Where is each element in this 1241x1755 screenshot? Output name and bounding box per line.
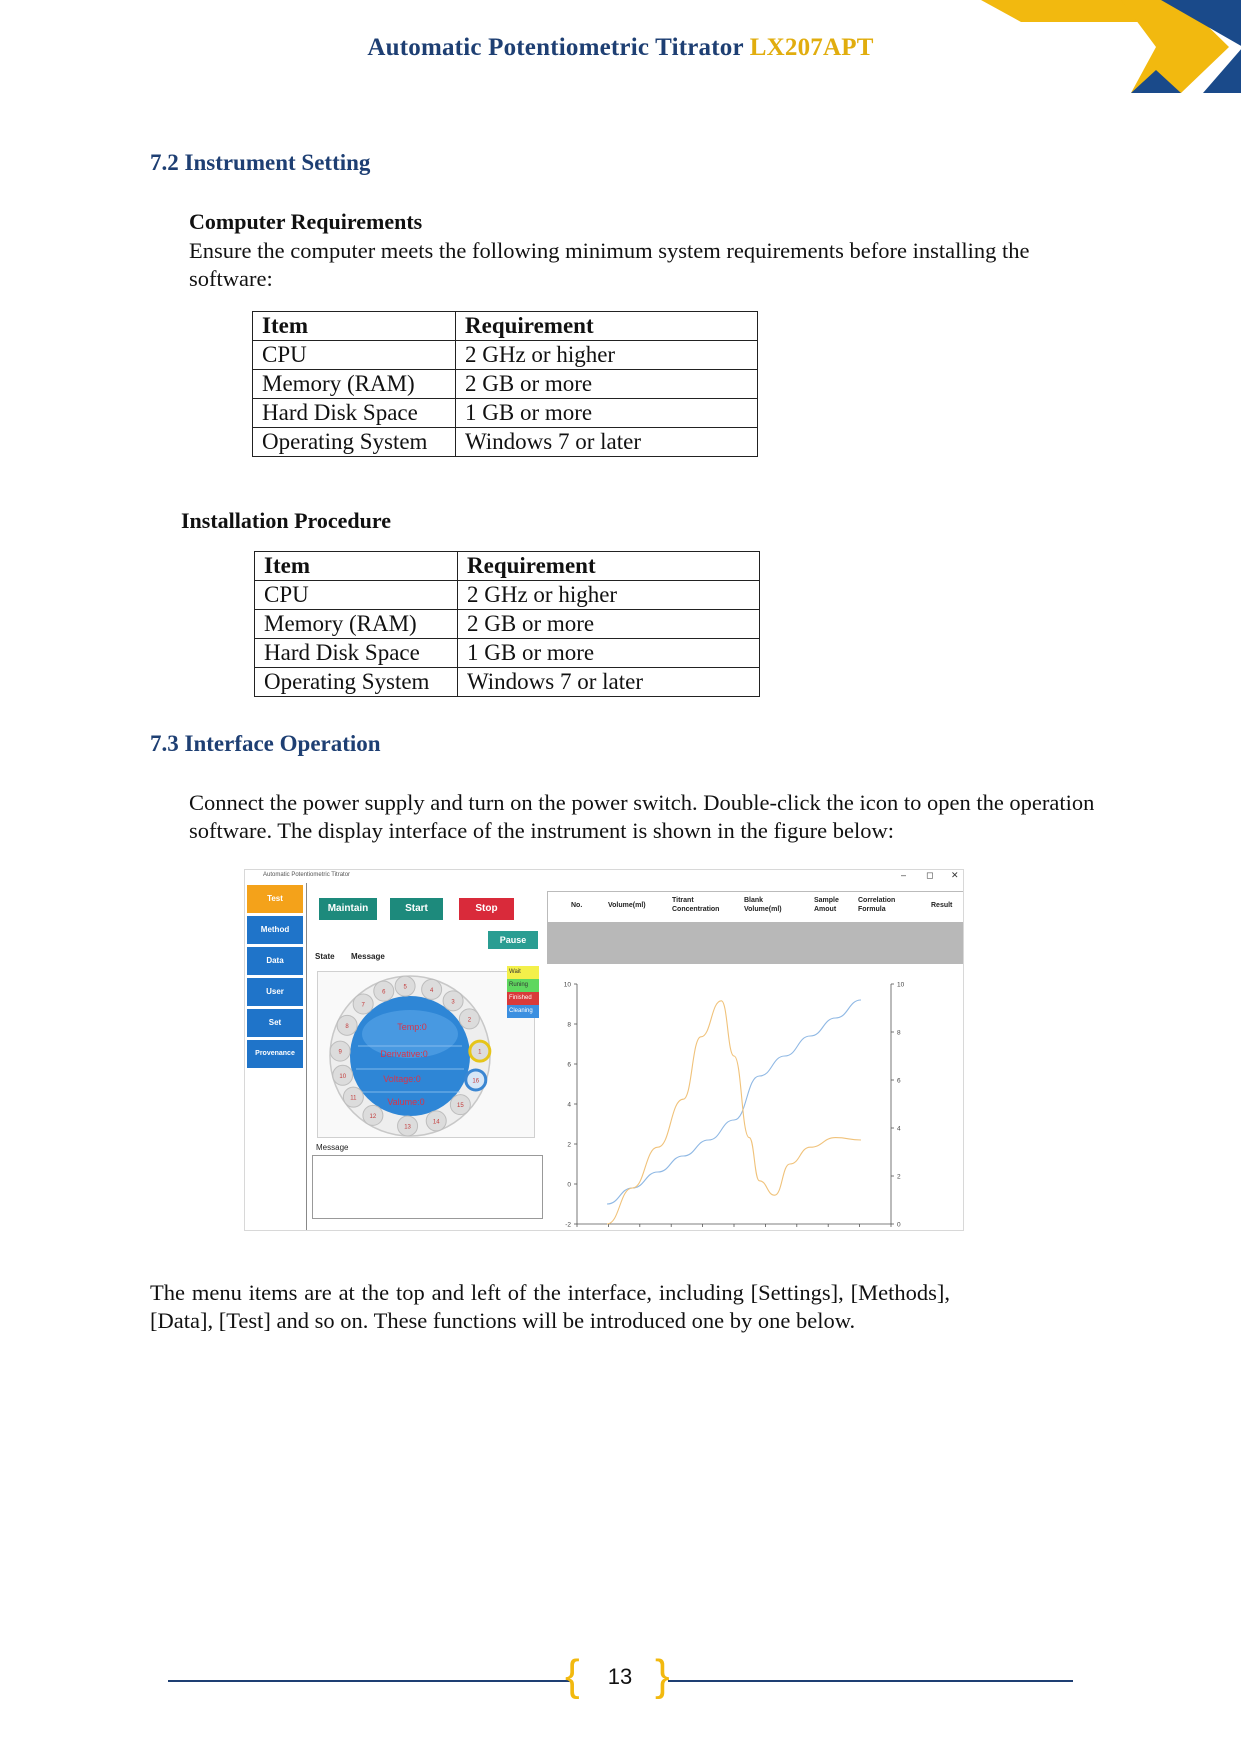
interface-intro-paragraph: Connect the power supply and turn on the power switch. Double-click the icon to open the operation software. The display interface of the instrument is shown in the figure below: <box>189 790 1095 843</box>
right-tick-label: 0 <box>897 1221 901 1229</box>
table-cell: 2 GB or more <box>456 370 758 399</box>
left-tick-label: 8 <box>567 1021 571 1029</box>
menu-item-data[interactable]: Data <box>247 947 303 975</box>
dial-derivative-readout: Derivative:0 <box>380 1049 428 1059</box>
carousel-dial <box>318 972 534 1137</box>
right-tick-label: 8 <box>897 1029 901 1037</box>
results-table-header <box>547 891 964 923</box>
carousel-position-label: 15 <box>457 1103 464 1110</box>
carousel-position-label: 11 <box>350 1095 357 1102</box>
left-tick-label: 2 <box>567 1141 571 1149</box>
right-tick-label: 4 <box>897 1125 901 1133</box>
table-header-row <box>253 312 758 341</box>
dial-voltage-readout: Voltage:0 <box>383 1074 421 1084</box>
table-cell: 2 GB or more <box>458 610 760 639</box>
table-cell: Memory (RAM) <box>253 370 456 399</box>
table-cell: Hard Disk Space <box>255 639 458 668</box>
left-tick-label: 0 <box>567 1181 571 1189</box>
col-titrant-concentration: Titrant Concentration <box>672 897 720 913</box>
section-heading-7-2: 7.2 Instrument Setting <box>150 150 371 175</box>
table-cell: Operating System <box>253 428 456 457</box>
table-cell: Memory (RAM) <box>255 610 458 639</box>
table-cell: 2 GHz or higher <box>458 581 760 610</box>
table-header-item: Item <box>255 552 458 581</box>
left-tick-label: 4 <box>567 1101 571 1109</box>
table-header-item: Item <box>253 312 456 341</box>
carousel-position-label: 16 <box>472 1078 480 1085</box>
series-line-1 <box>607 1000 861 1204</box>
col-volume: Volume(ml) <box>608 902 646 909</box>
carousel-position-label: 4 <box>429 987 434 994</box>
legend-wait: Wait <box>507 966 539 979</box>
installation-procedure-heading: Installation Procedure <box>181 508 392 533</box>
col-result: Result <box>931 902 953 909</box>
dial-volume-readout: Valume:0 <box>387 1097 425 1107</box>
message-box-label: Message <box>316 1143 349 1152</box>
right-tick-label: 6 <box>897 1077 901 1085</box>
message-label: Message <box>351 952 385 961</box>
carousel-position-label: 5 <box>403 984 407 991</box>
table-cell: 2 GHz or higher <box>456 341 758 370</box>
table-cell: Windows 7 or later <box>456 428 758 457</box>
table-row <box>253 428 758 457</box>
table-cell: 1 GB or more <box>456 399 758 428</box>
col-correlation-formula: Correlation Formula <box>858 897 896 913</box>
computer-requirements-heading: Computer Requirements <box>189 209 423 234</box>
carousel-position-label: 9 <box>338 1049 342 1056</box>
left-tick-label: -2 <box>565 1221 571 1229</box>
carousel-position-label: 12 <box>369 1113 377 1120</box>
sample-carousel <box>317 971 535 1138</box>
footer-right-brace: } <box>655 1651 670 1700</box>
carousel-position-label: 2 <box>467 1017 472 1024</box>
legend-finished: Finished <box>507 992 539 1005</box>
pause-button[interactable]: Pause <box>488 931 538 949</box>
table-header-requirement: Requirement <box>456 312 758 341</box>
table-header-row <box>255 552 760 581</box>
start-button[interactable]: Start <box>390 898 443 920</box>
window-title: Automatic Potentiometric Titrator <box>263 872 351 878</box>
table-row <box>253 399 758 428</box>
results-table-body <box>547 922 963 964</box>
right-tick-label: 10 <box>897 981 905 989</box>
close-icon[interactable]: ✕ <box>951 870 959 880</box>
carousel-position-label: 7 <box>361 1002 365 1009</box>
maximize-icon[interactable]: ◻ <box>926 870 934 880</box>
right-tick-label: 2 <box>897 1173 901 1181</box>
table-cell: CPU <box>255 581 458 610</box>
menu-item-user[interactable]: User <box>247 978 303 1006</box>
closing-paragraph: The menu items are at the top and left of the interface, including [Settings], [Methods], [Data], [Test] and so on. These functions will be introduced one by one below. <box>150 1280 950 1333</box>
carousel-position-label: 14 <box>432 1119 440 1126</box>
table-row <box>255 610 760 639</box>
header-corner-graphic <box>981 0 1241 100</box>
table-row <box>255 668 760 697</box>
header-product-name: Automatic Potentiometric Titrator <box>367 34 744 61</box>
table-header-requirement: Requirement <box>458 552 760 581</box>
header-model: LX207APT <box>749 34 874 61</box>
side-menu <box>247 885 303 1071</box>
menu-item-test[interactable]: Test <box>247 885 303 913</box>
carousel-position-label: 10 <box>339 1073 347 1080</box>
menu-item-set[interactable]: Set <box>247 1009 303 1037</box>
computer-requirements-table <box>252 311 758 457</box>
carousel-position-label: 6 <box>382 989 386 996</box>
titration-chart <box>547 974 963 1230</box>
table-cell: Windows 7 or later <box>458 668 760 697</box>
col-no: No. <box>571 902 583 909</box>
stop-button[interactable]: Stop <box>459 898 514 920</box>
table-cell: CPU <box>253 341 456 370</box>
table-cell: Operating System <box>255 668 458 697</box>
legend-cleaning: Cleaning <box>507 1005 539 1018</box>
table-cell: 1 GB or more <box>458 639 760 668</box>
software-screenshot <box>244 869 964 1231</box>
col-sample-amount: Sample Amout <box>814 897 839 913</box>
window-titlebar <box>245 870 963 883</box>
computer-requirements-intro: Ensure the computer meets the following minimum system requirements before installing the software: <box>189 238 1030 291</box>
col-blank-volume: Blank Volume(ml) <box>744 897 782 913</box>
carousel-position-label: 8 <box>345 1023 349 1030</box>
table-cell: Hard Disk Space <box>253 399 456 428</box>
page-number: 13 <box>607 1664 633 1689</box>
side-divider <box>306 883 307 1230</box>
carousel-position-label: 1 <box>478 1049 482 1056</box>
installation-procedure-table <box>254 551 760 697</box>
footer-left-brace: { <box>565 1651 580 1700</box>
menu-item-provenance[interactable]: Provenance <box>247 1040 303 1068</box>
legend-running: Runing <box>507 979 539 992</box>
table-row <box>255 639 760 668</box>
series-line-2 <box>607 1001 861 1224</box>
table-row <box>255 581 760 610</box>
message-box[interactable] <box>312 1155 543 1219</box>
table-row <box>253 370 758 399</box>
left-tick-label: 10 <box>563 981 571 989</box>
minimize-icon[interactable]: – <box>901 870 907 880</box>
left-tick-label: 6 <box>567 1061 571 1069</box>
carousel-position-label: 13 <box>404 1124 411 1131</box>
state-label: State <box>315 952 335 961</box>
menu-item-method[interactable]: Method <box>247 916 303 944</box>
footer-rule-left <box>168 1680 570 1682</box>
maintain-button[interactable]: Maintain <box>319 898 377 920</box>
table-row <box>253 341 758 370</box>
section-heading-7-3: 7.3 Interface Operation <box>150 731 381 756</box>
footer-rule-right <box>668 1680 1073 1682</box>
dial-temp-readout: Temp:0 <box>397 1022 427 1032</box>
carousel-position-label: 3 <box>451 999 455 1006</box>
